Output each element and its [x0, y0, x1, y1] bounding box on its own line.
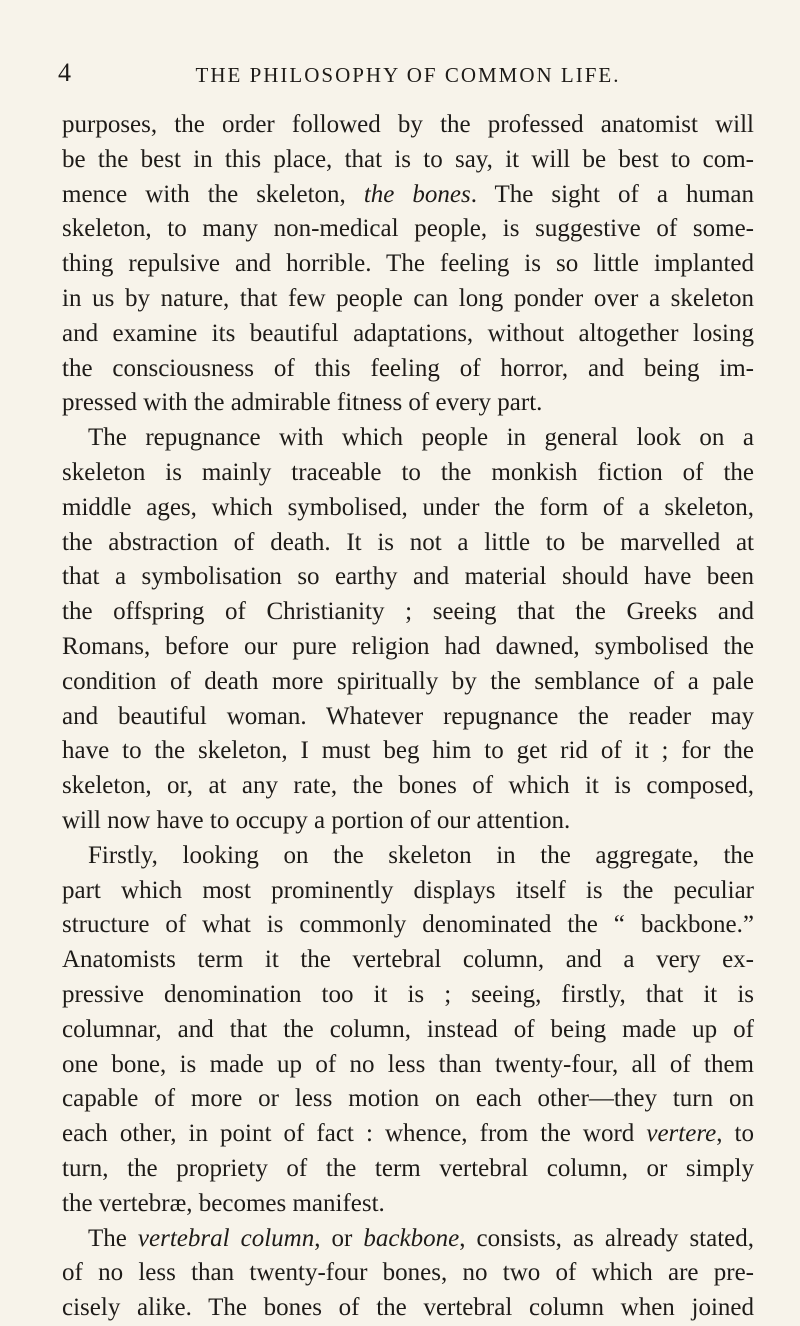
text-line: structure of what is commonly denominated the “ backbone.” — [62, 911, 754, 939]
text-line: The vertebral column, or backbone, consists, as already stated, — [88, 1224, 755, 1252]
text-line: condition of death more spiritually by the semblance of a pale — [62, 667, 754, 695]
text-line: cisely alike. The bones of the vertebral column when joined — [62, 1294, 754, 1322]
text-line: and beautiful woman. Whatever repugnance the reader may — [62, 702, 754, 730]
page-header — [58, 58, 758, 94]
text-line: turn, the propriety of the term vertebral column, or simply — [62, 1154, 754, 1182]
text-line: pressive denomination too it is ; seeing, firstly, that it is — [62, 980, 754, 1008]
text-line: be the best in this place, that is to say, it will be best to com- — [62, 145, 754, 173]
text-line: middle ages, which symbolised, under the form of a skeleton, — [62, 493, 754, 521]
text-line: The repugnance with which people in general look on a — [88, 424, 754, 452]
text-line: thing repulsive and horrible. The feeling is so little implanted — [62, 250, 754, 278]
text-line: part which most prominently displays itself is the peculiar — [62, 876, 754, 904]
paragraph — [62, 421, 754, 839]
text-line: and examine its beautiful adaptations, without altogether losing — [62, 319, 754, 347]
paragraph — [62, 108, 754, 421]
text-line: the offspring of Christianity ; seeing that the Greeks and — [62, 598, 754, 626]
text-line: the consciousness of this feeling of horror, and being im- — [62, 354, 754, 382]
text-line: columnar, and that the column, instead of being made up of — [62, 1015, 754, 1043]
text-line: will now have to occupy a portion of our attention. — [62, 806, 571, 834]
text-line: skeleton, or, at any rate, the bones of which it is composed, — [62, 772, 754, 800]
text-line: of no less than twenty-four bones, no two of which are pre- — [62, 1259, 754, 1287]
running-head: THE PHILOSOPHY OF COMMON LIFE. — [195, 63, 621, 87]
text-line: one bone, is made up of no less than twenty-four, all of them — [62, 1050, 754, 1078]
paragraph — [62, 839, 754, 1222]
text-line: each other, in point of fact : whence, from the word vertere, to — [62, 1120, 754, 1148]
text-line: purposes, the order followed by the professed anatomist will — [62, 111, 754, 138]
text-line: have to the skeleton, I must beg him to get rid of it ; for the — [62, 737, 754, 765]
text-line: skeleton is mainly traceable to the monkish fiction of the — [62, 458, 754, 486]
body-text — [62, 108, 754, 1326]
text-line: mence with the skeleton, the bones. The sight of a human — [62, 180, 754, 208]
page-number: 4 — [58, 58, 71, 87]
text-line: the vertebræ, becomes manifest. — [62, 1189, 385, 1217]
text-line: that a symbolisation so earthy and material should have been — [62, 563, 754, 591]
text-line: Firstly, looking on the skeleton in the aggregate, the — [88, 841, 754, 869]
text-line: pressed with the admirable fitness of every part. — [62, 389, 543, 417]
text-line: the abstraction of death. It is not a little to be marvelled at — [62, 528, 754, 556]
text-line: Anatomists term it the vertebral column, and a very ex- — [62, 946, 754, 974]
text-line: skeleton, to many non-medical people, is suggestive of some- — [62, 215, 754, 243]
text-line: Romans, before our pure religion had dawned, symbolised the — [62, 632, 754, 660]
paragraph — [62, 1222, 754, 1326]
text-line: capable of more or less motion on each other—they turn on — [62, 1085, 754, 1113]
text-line: in us by nature, that few people can long ponder over a skeleton — [62, 284, 754, 312]
